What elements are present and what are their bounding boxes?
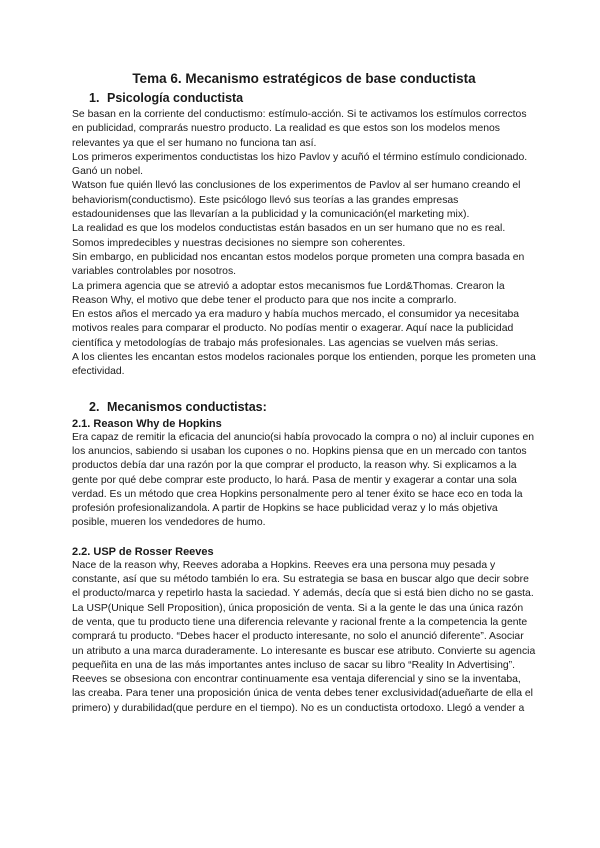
document-page — [72, 70, 536, 716]
subsection-2-2-heading: 2.2. USP de Rosser Reeves — [72, 545, 214, 558]
paragraph: Era capaz de remitir la eficacia del anuncio(si había provocado la compra o no) al incluir cupones en los anuncios, sabiendo si usaban los cupones o no. Hopkins piensa que en un mercado con tantos productos debía dar una razón por la que comprar el producto, la reason why. Si explicamos a la gente por qué debe comprar este producto, lo hará. Pasa de mentir y exagerar a contar una sola verdad. Es un método que crea Hopkins personalmente pero al tener éxito se hace eco en toda la profesión profesionalizandola. A partir de Hopkins se hace publicidad veraz y lo más objetiva posible, mueren los vendedores de humo. — [72, 431, 535, 529]
paragraph: Watson fue quién llevó las conclusiones de los experimentos de Pavlov al ser humano creando el behaviorism(conductismo). Este psicólogo llevó sus teorías a las grandes empresas estadounidenses que las llevarían a la publicidad y la comunicación(el marketing mix). — [72, 180, 521, 221]
paragraph: Se basan en la corriente del conductismo: estímulo-acción. Si te activamos los estímulos correctos en publicidad, comprarás nuestro producto. La realidad es que estos son los modelos menos relevantes ya que el ser humano no funciona tan así. — [72, 109, 527, 149]
paragraph: A los clientes les encantan estos modelos racionales porque los entienden, porque les prometen una efectividad. — [72, 352, 536, 378]
section-2-heading — [72, 400, 536, 415]
spacer — [72, 380, 536, 400]
section-1-heading — [72, 91, 536, 106]
paragraph: Los primeros experimentos conductistas los hizo Pavlov y acuñó el término estímulo condicionado. Ganó un nobel. — [72, 151, 528, 178]
paragraph: Sin embargo, en publicidad nos encantan estos modelos porque prometen una compra basada en variables controlables por nosotros. — [72, 251, 525, 278]
paragraph: Nace de la reason why, Reeves adoraba a Hopkins. Reeves era una persona muy pesada y constante, así que su método también lo era. Su estrategia se basa en buscar algo que decir sobre el producto/marca y repetirlo hasta la saciedad. Y además, decía que si está bien dicho no se gasta. La USP(Unique Sell Proposition), única proposición de venta. Si a la gente le das una única razón de venta, que tu producto tiene una diferencia relevante y racional frente a la competencia la gente comprará tu producto. “Debes hacer el producto interesante, no solo el anunció diferente”. Asociar un atributo a una marca duraderamente. Lo interesante es buscar ese atributo. Convierte su agencia pequeñita en una de las más importantes antes incluso de sacar su libro “Reality In Advertising”. Reeves se obsesiona con encontrar continuamente esa ventaja diferencial y sino se la inventaba, las creaba. Para tener una proposición única de venta debes tener exclusividad(adueñarte de ella el primero) y durabilidad(que perdure en el tiempo). No es un conductista ortodoxo. Llegó a vender a — [72, 559, 536, 714]
document-title: Tema 6. Mecanismo estratégicos de base conductista — [132, 71, 476, 86]
section-1-number: 1. — [89, 91, 100, 105]
section-1-title: Psicología conductista — [107, 91, 244, 105]
paragraph: La realidad es que los modelos conductistas están basados en un ser humano que no es real. Somos impredecibles y nuestras decisiones no siempre son coherentes. — [72, 223, 506, 249]
section-2-number: 2. — [89, 399, 100, 414]
paragraph: En estos años el mercado ya era maduro y había muchos mercado, el consumidor ya necesitaba motivos reales para comparar el producto. No podías mentir o exagerar. Aquí nace la publicidad científica y metodologías de trabajo más profesionales. Las agencias se vuelven más serias. — [72, 309, 520, 349]
spacer — [72, 531, 536, 545]
subsection-2-1-heading: 2.1. Reason Why de Hopkins — [72, 417, 222, 430]
section-2-title: Mecanismos conductistas: — [107, 399, 267, 414]
paragraph: La primera agencia que se atrevió a adoptar estos mecanismos fue Lord&Thomas. Crearon la Reason Why, el motivo que debe tener el producto para que nos incite a comprarlo. — [72, 280, 505, 306]
